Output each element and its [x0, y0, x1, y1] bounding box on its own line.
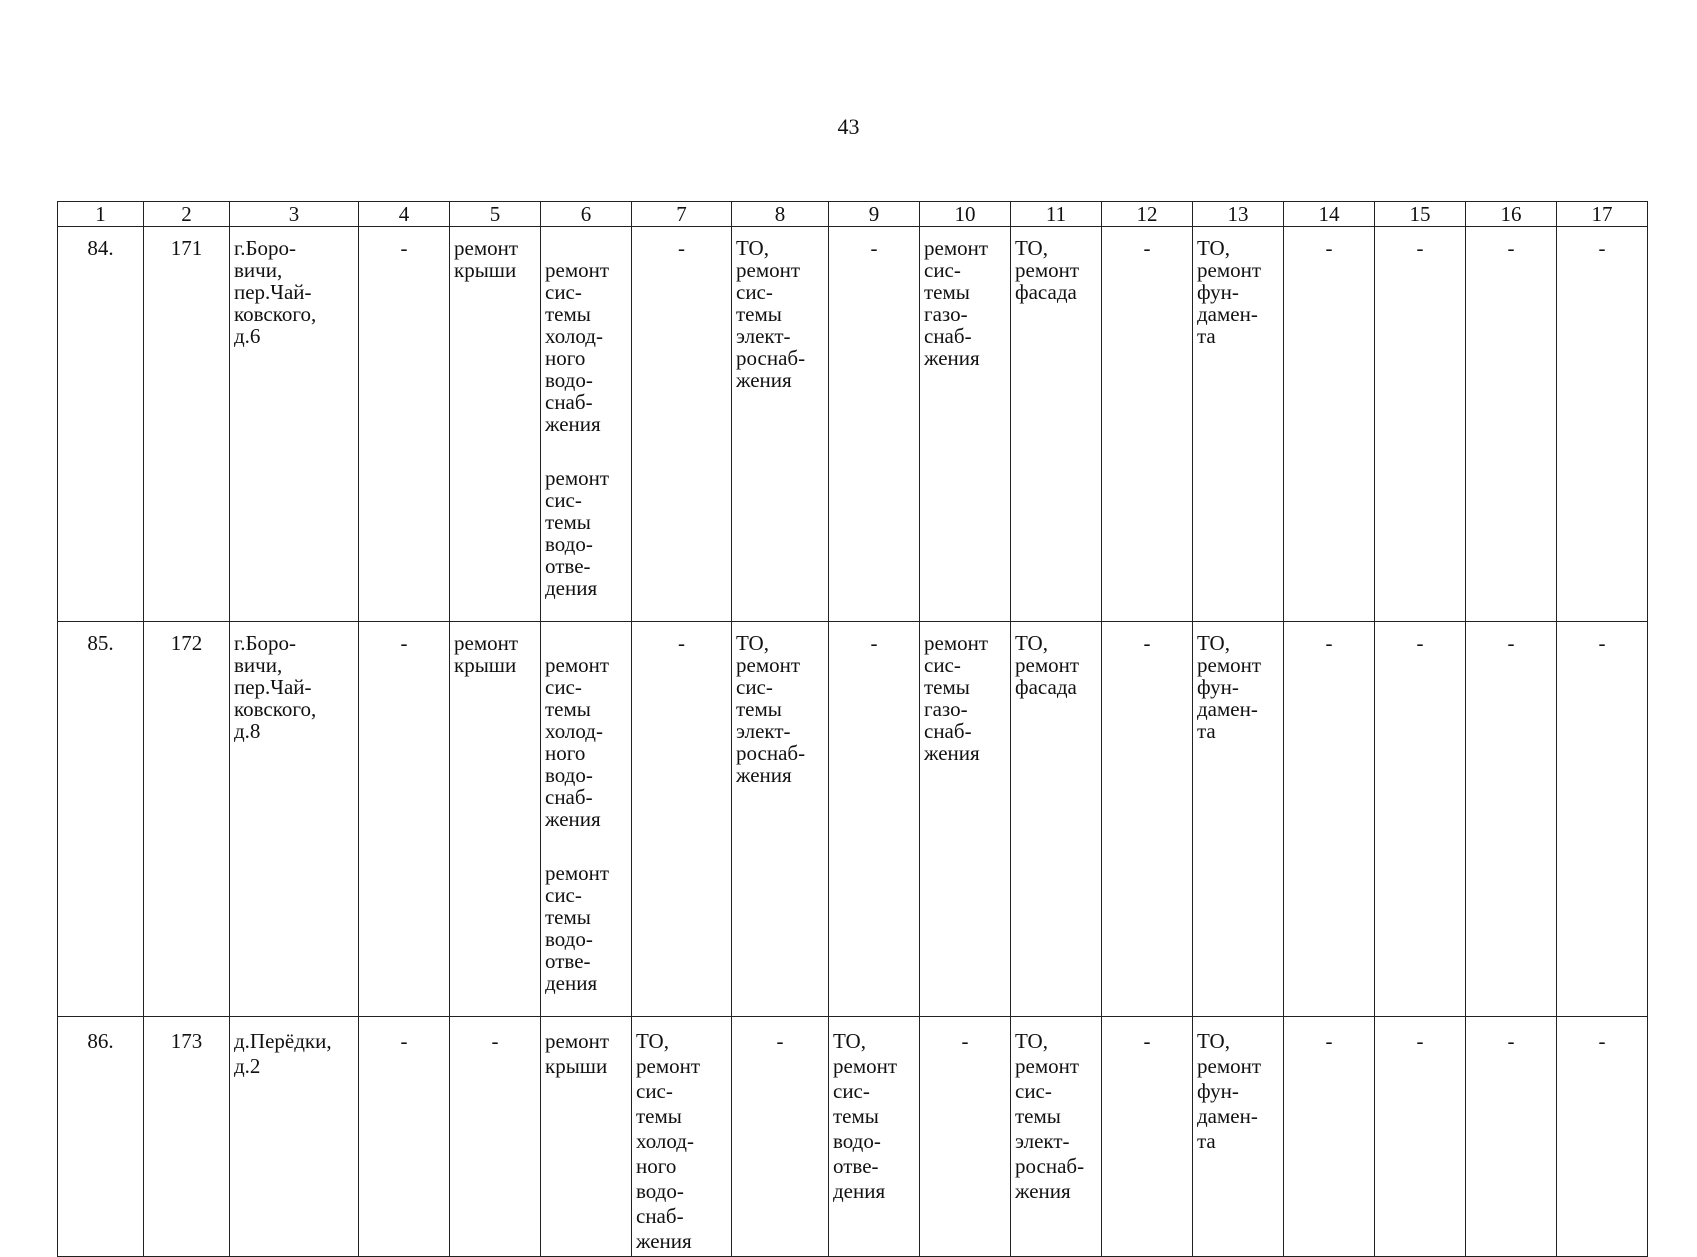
table-row	[58, 622, 1648, 1017]
column-header: 8	[732, 202, 829, 227]
table-row	[58, 227, 1648, 622]
table-cell: ТО, ремонт сис- темы элект- роснаб- жения	[732, 227, 829, 622]
column-header: 7	[632, 202, 732, 227]
table-cell: -	[829, 622, 920, 1017]
table-cell: ТО, ремонт фун- дамен- та	[1193, 1017, 1284, 1257]
table-cell: -	[1102, 1017, 1193, 1257]
repair-schedule-table	[57, 201, 1648, 1257]
address-cell: г.Боро- вичи, пер.Чай- ковского, д.8	[230, 622, 359, 1017]
table-cell: -	[1102, 227, 1193, 622]
row-number-cell: 85.	[58, 622, 144, 1017]
table-cell: -	[1466, 1017, 1557, 1257]
column-header: 12	[1102, 202, 1193, 227]
column-header: 2	[144, 202, 230, 227]
column-number-row	[58, 202, 1648, 227]
table-cell: -	[1375, 227, 1466, 622]
column-header: 16	[1466, 202, 1557, 227]
object-id-cell: 173	[144, 1017, 230, 1257]
cell-line: ремонт сис- темы холод- ного водо- снаб- жения	[545, 653, 610, 831]
column-header: 11	[1011, 202, 1102, 227]
table-cell	[541, 622, 632, 1017]
table-cell: ТО, ремонт фун- дамен- та	[1193, 227, 1284, 622]
table-cell: ремонт крыши	[541, 1017, 632, 1257]
table-cell: -	[1557, 227, 1648, 622]
table-row	[58, 1017, 1648, 1257]
table-cell: ТО, ремонт сис- темы водо- отве- дения	[829, 1017, 920, 1257]
table-cell: -	[632, 622, 732, 1017]
table-cell: ТО, ремонт фасада	[1011, 622, 1102, 1017]
table-cell: -	[1557, 622, 1648, 1017]
table-cell: ТО, ремонт фасада	[1011, 227, 1102, 622]
column-header: 14	[1284, 202, 1375, 227]
page-number: 43	[837, 114, 860, 139]
table-cell: -	[359, 622, 450, 1017]
column-header: 1	[58, 202, 144, 227]
table-cell: -	[450, 1017, 541, 1257]
table-cell: ремонт сис- темы газо- снаб- жения	[920, 227, 1011, 622]
column-header: 4	[359, 202, 450, 227]
table-cell: ремонт крыши	[450, 622, 541, 1017]
table-cell: -	[1466, 227, 1557, 622]
object-id-cell: 172	[144, 622, 230, 1017]
cell-line: ремонт сис- темы холод- ного водо- снаб- жения	[545, 258, 610, 436]
table-cell: -	[359, 1017, 450, 1257]
column-header: 17	[1557, 202, 1648, 227]
cell-line: ремонт сис- темы водо- отве- дения	[545, 861, 610, 995]
row-number-cell: 84.	[58, 227, 144, 622]
table-cell: ТО, ремонт сис- темы холод- ного водо- снаб- жения	[632, 1017, 732, 1257]
table-cell: ремонт сис- темы газо- снаб- жения	[920, 622, 1011, 1017]
cell-line: ремонт сис- темы водо- отве- дения	[545, 466, 610, 600]
table-cell: -	[1102, 622, 1193, 1017]
column-header: 9	[829, 202, 920, 227]
column-header: 5	[450, 202, 541, 227]
object-id-cell: 171	[144, 227, 230, 622]
table-cell: -	[732, 1017, 829, 1257]
table-cell: -	[1557, 1017, 1648, 1257]
table-cell	[541, 227, 632, 622]
table-cell: -	[1375, 622, 1466, 1017]
address-cell: г.Боро- вичи, пер.Чай- ковского, д.6	[230, 227, 359, 622]
address-cell: д.Перёдки, д.2	[230, 1017, 359, 1257]
table-cell: ТО, ремонт сис- темы элект- роснаб- жения	[732, 622, 829, 1017]
column-header: 3	[230, 202, 359, 227]
table-cell: -	[632, 227, 732, 622]
column-header: 10	[920, 202, 1011, 227]
table-cell: ТО, ремонт сис- темы элект- роснаб- жения	[1011, 1017, 1102, 1257]
table-cell: -	[1284, 227, 1375, 622]
table-cell: -	[359, 227, 450, 622]
column-header: 15	[1375, 202, 1466, 227]
row-number-cell: 86.	[58, 1017, 144, 1257]
table-cell: ТО, ремонт фун- дамен- та	[1193, 622, 1284, 1017]
table-cell: -	[1375, 1017, 1466, 1257]
table-cell: ремонт крыши	[450, 227, 541, 622]
column-header: 6	[541, 202, 632, 227]
table-cell: -	[920, 1017, 1011, 1257]
table-cell: -	[1284, 1017, 1375, 1257]
table-cell: -	[1284, 622, 1375, 1017]
column-header: 13	[1193, 202, 1284, 227]
table-cell: -	[1466, 622, 1557, 1017]
table-cell: -	[829, 227, 920, 622]
